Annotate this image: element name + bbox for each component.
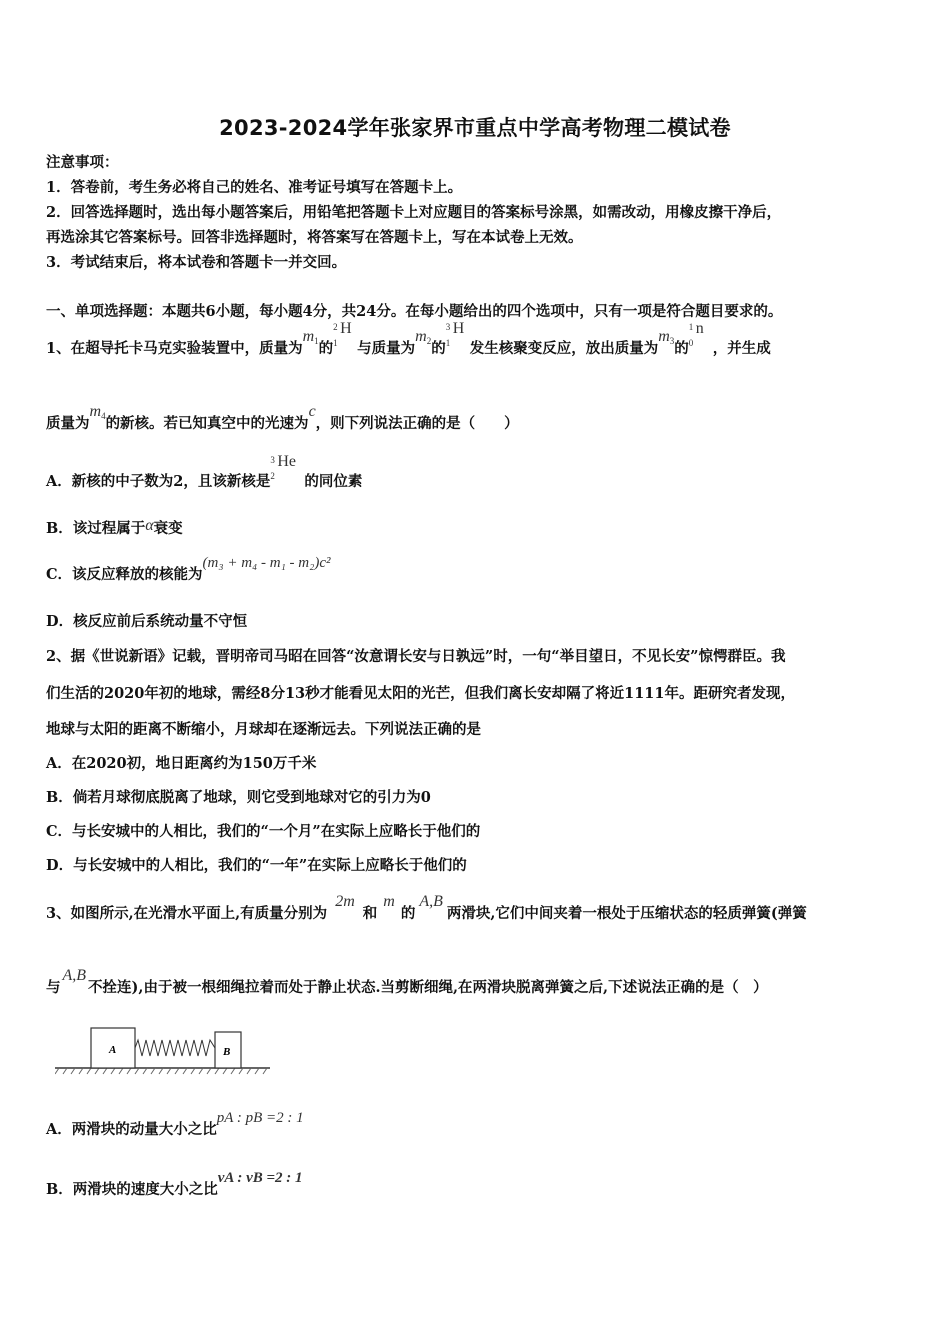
math-alpha: α — [145, 517, 154, 534]
q1-option-c: C．该反应释放的核能为(m₃ + m₄ - m₁ - m₂)c² — [46, 555, 331, 583]
q2-option-a: A．在2020初，地日距离约为150万千米 — [46, 755, 317, 772]
question-2-stem: 地球与太阳的距离不断缩小，月球却在逐渐远去。下列说法正确的是 — [46, 721, 481, 738]
notice-item: 再选涂其它答案标号。回答非选择题时，将答案写在答题卡上，写在本试卷上无效。 — [46, 229, 583, 246]
math-ab: A,B — [419, 893, 443, 910]
nuclide-helium3: 3 2 He — [270, 453, 296, 481]
question-2-stem: 们生活的2020年初的地球，需经8分13秒才能看见太阳的光芒，但我们离长安却隔了将近1111年。距研究者发现， — [46, 685, 795, 702]
page-title: 2023-2024学年张家界市重点中学高考物理二模试卷 — [219, 116, 731, 140]
math-m4: $m_4$ — [89, 403, 106, 421]
question-1-stem: 1、在超导托卡马克实验装置中，质量为$m_1$的 2 1 H 与质量为$m_2$的 3 1 H 发生核聚变反应，放出质量为$m_3$的 1 0 n ，并生成 — [46, 320, 771, 357]
q2-option-b: B．倘若月球彻底脱离了地球，则它受到地球对它的引力为0 — [46, 789, 431, 806]
question-3-stem-cont: 与A,B不拴连),由于被一根细绳拉着而处于静止状态.当剪断细绳,在两滑块脱离弹簧之后,下述说法正确的是（ ） — [46, 967, 768, 996]
math-m1: $m_1$ — [302, 328, 319, 346]
notice-heading: 注意事项： — [46, 154, 119, 171]
math-c: c — [308, 403, 316, 420]
math-ab: A,B — [62, 967, 87, 984]
math-m2: $m_2$ — [415, 328, 432, 346]
math-m3: $m_3$ — [658, 328, 675, 346]
spring-blocks-figure — [55, 1020, 280, 1080]
section-heading: 一、单项选择题：本题共6小题，每小题4分，共24分。在每小题给出的四个选项中，只有一项是符合题目要求的。 — [46, 303, 783, 320]
nuclide-tritium: 3 1 H — [445, 320, 465, 348]
question-1-stem-cont: 质量为$m_4$的新核。若已知真空中的光速为c，则下列说法正确的是（ ） — [46, 403, 519, 432]
block-b-label: B — [223, 1046, 231, 1058]
question-3-stem: 3、如图所示,在光滑水平面上,有质量分别为2m和m的A,B两滑块,它们中间夹着一根处于压缩状态的轻质弹簧(弹簧 — [46, 893, 807, 922]
q1-option-d: D．核反应前后系统动量不守恒 — [46, 613, 248, 630]
q2-option-c: C．与长安城中的人相比，我们的“一个月”在实际上应略长于他们的 — [46, 823, 481, 840]
q1-option-a: A．新核的中子数为2，且该新核是 3 2 He 的同位素 — [46, 453, 363, 490]
compressed-spring — [135, 1040, 215, 1056]
q2-option-d: D．与长安城中的人相比，我们的“一年”在实际上应略长于他们的 — [46, 857, 467, 874]
math-velocity-ratio: vA : vB =2 : 1 — [217, 1170, 303, 1186]
notice-item: 2．回答选择题时，选出每小题答案后，用铅笔把答题卡上对应题目的答案标号涂黑，如需改动，用橡皮擦干净后， — [46, 204, 782, 221]
math-m: m — [383, 893, 395, 910]
nuclide-deuterium: 2 1 H — [333, 320, 352, 348]
q3-option-b: B．两滑块的速度大小之比vA : vB =2 : 1 — [46, 1170, 303, 1198]
question-2-stem: 2、据《世说新语》记载，晋明帝司马昭在回答“汝意谓长安与日孰远”时，一句“举目望日，不见长安”惊愕群臣。我 — [46, 648, 786, 665]
notice-item: 1．答卷前，考生务必将自己的姓名、准考证号填写在答题卡上。 — [46, 179, 463, 196]
math-momentum-ratio: pA : pB =2 : 1 — [216, 1110, 304, 1126]
math-2m: 2m — [335, 893, 355, 910]
notice-item: 3．考试结束后，将本试卷和答题卡一并交回。 — [46, 254, 347, 271]
math-energy: (m₃ + m₄ - m₁ - m₂)c² — [202, 555, 331, 571]
nuclide-neutron: 1 0 n — [688, 320, 704, 348]
q3-option-a: A．两滑块的动量大小之比pA : pB =2 : 1 — [46, 1110, 304, 1138]
block-a-label: A — [109, 1044, 117, 1056]
q1-option-b: B．该过程属于α衰变 — [46, 517, 183, 537]
